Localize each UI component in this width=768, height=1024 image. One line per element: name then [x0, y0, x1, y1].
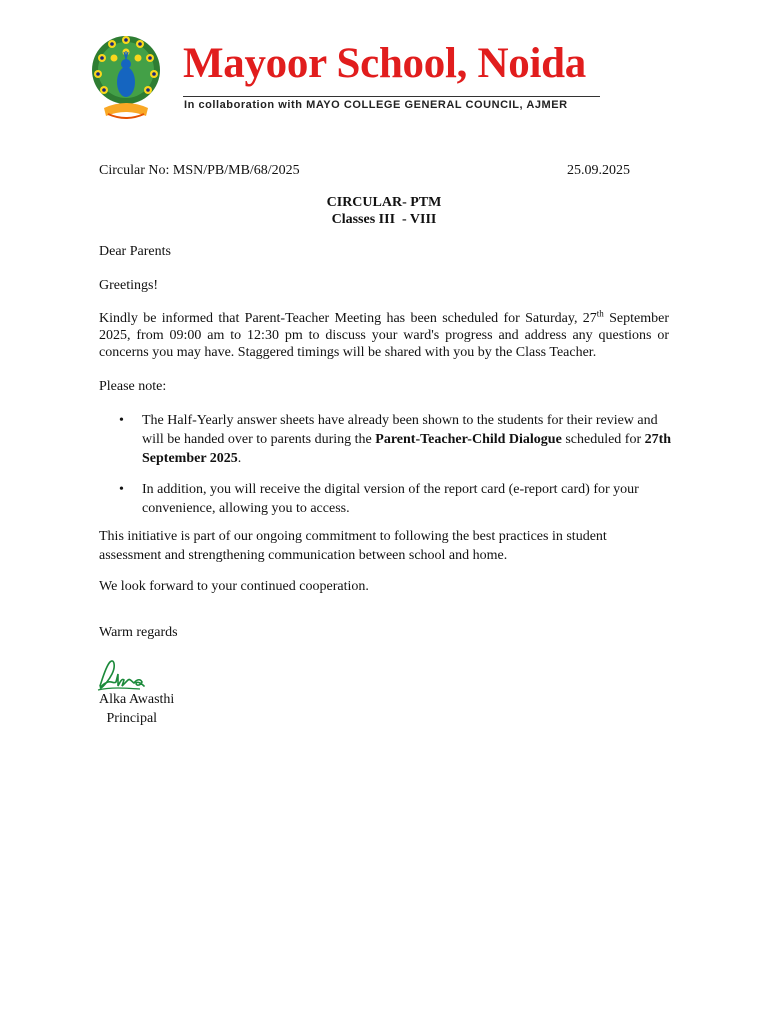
closing-line: We look forward to your continued cooperation. — [99, 579, 369, 594]
salutation: Dear Parents — [99, 244, 171, 259]
header-divider — [183, 96, 600, 97]
meeting-paragraph-rest: September 2025, from 09:00 am to 12:30 pm to discuss your ward's progress and address any questions or concerns you may have. Staggered timings will be shared with you by the Class Teacher. — [99, 311, 669, 360]
principal-title: Principal — [103, 711, 158, 726]
bullet1-end: . — [237, 451, 242, 466]
bullet2-text: In addition, you will receive the digital version of the report card (e-report card) for your convenience, allowing you to access. — [142, 482, 639, 516]
school-name: Mayoor School, Noida — [183, 40, 586, 87]
bullet-icon: • — [119, 482, 124, 497]
meeting-paragraph-start: Kindly be informed that Parent-Teacher Meeting has been scheduled for Saturday, 27 — [99, 311, 597, 326]
peacock-logo-icon — [90, 32, 162, 124]
note-label: Please note: — [99, 379, 167, 394]
circular-number: Circular No: MSN/PB/MB/68/2025 — [99, 163, 300, 178]
notes-list — [99, 411, 679, 530]
bullet1-text-mid: scheduled for — [561, 432, 645, 447]
dialogue-name: Parent-Teacher-Child Dialogue — [375, 432, 562, 447]
dialogue-date: 27th September 2025 — [142, 432, 672, 466]
regards: Warm regards — [99, 625, 178, 640]
circular-date: 25.09.2025 — [567, 163, 630, 178]
circular-title: CIRCULAR- PTM — [326, 195, 442, 210]
initiative-paragraph: This initiative is part of our ongoing commitment to following the best practices in student assessment and strengthening communication between school and home. — [99, 529, 607, 563]
list-item — [99, 480, 679, 518]
greeting: Greetings! — [99, 278, 159, 293]
principal-name: Alka Awasthi — [99, 692, 175, 707]
bullet1-text: The Half-Yearly answer sheets have already been shown to the students for their review and will be handed over to parents during the — [142, 413, 658, 447]
collaboration-line: In collaboration with MAYO COLLEGE GENERAL COUNCIL, AJMER — [184, 99, 568, 111]
signature — [96, 656, 148, 694]
list-item — [99, 411, 679, 468]
bullet-icon: • — [119, 413, 124, 428]
circular-subtitle: Classes III - VIII — [331, 212, 437, 227]
ordinal-suffix: th — [596, 308, 604, 319]
meeting-paragraph — [99, 310, 669, 361]
